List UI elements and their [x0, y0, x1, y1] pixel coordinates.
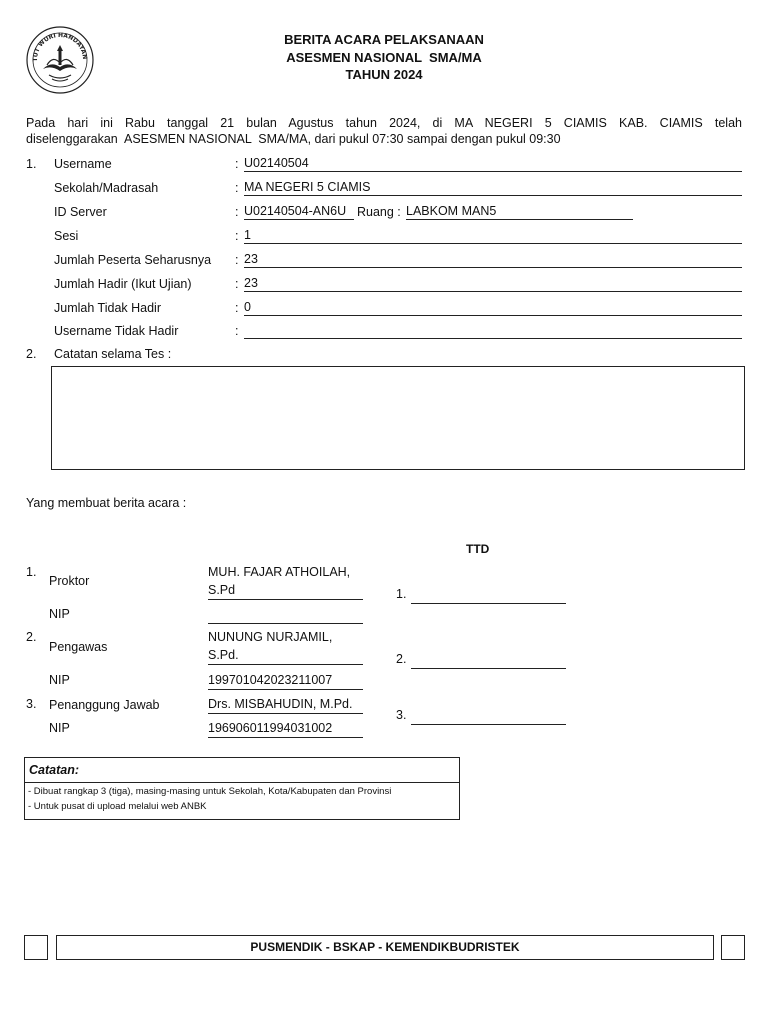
nip-underline	[208, 737, 363, 738]
logo-text: TUT WURI HANDAYAN	[31, 31, 89, 62]
field-label-school: Sekolah/Madrasah	[54, 181, 159, 195]
signature-row-number: 1.	[26, 565, 37, 579]
nip-label: NIP	[49, 673, 70, 687]
field-label-room: Ruang :	[357, 205, 401, 219]
nip-underline	[208, 689, 363, 690]
footer-label: PUSMENDIK - BSKAP - KEMENDIKBUDRISTEK	[56, 935, 714, 960]
ttd-number: 2.	[396, 652, 407, 666]
signature-name-line2: S.Pd.	[208, 648, 239, 662]
intro-paragraph	[26, 115, 742, 147]
catatan-box	[24, 757, 460, 820]
field-colon: :	[235, 277, 239, 291]
catatan-title: Catatan:	[29, 763, 80, 777]
ttd-heading: TTD	[466, 542, 490, 556]
section2-label: Catatan selama Tes :	[54, 347, 172, 361]
catatan-item: - Untuk pusat di upload melalui web ANBK	[28, 801, 207, 812]
catatan-item: - Dibuat rangkap 3 (tiga), masing-masing untuk Sekolah, Kota/Kabupaten dan Provinsi	[28, 786, 392, 797]
signature-row-number: 3.	[26, 697, 37, 711]
signature-name-line2: S.Pd	[208, 583, 236, 597]
signature-role-pengawas: Pengawas	[49, 640, 108, 654]
nip-label: NIP	[49, 607, 70, 621]
field-label-attended: Jumlah Hadir (Ikut Ujian)	[54, 277, 192, 291]
catatan-divider	[25, 782, 459, 783]
section2-number: 2.	[26, 347, 37, 361]
nip-value: 196906011994031002	[208, 721, 333, 735]
field-value-username: U02140504	[244, 156, 742, 172]
field-label-expected-participants: Jumlah Peserta Seharusnya	[54, 253, 212, 267]
section1-number: 1.	[26, 157, 37, 171]
document-title-line1: BERITA ACARA PELAKSANAAN	[284, 32, 484, 47]
signature-role-proktor: Proktor	[49, 574, 90, 588]
intro-line2: diselenggarakan ASESMEN NASIONAL SMA/MA, dari pukul 07:30 sampai dengan pukul 09:30	[26, 132, 561, 146]
document-title-line3: TAHUN 2024	[345, 67, 423, 82]
field-label-username: Username	[54, 157, 112, 171]
signature-name-line1: MUH. FAJAR ATHOILAH,	[208, 565, 351, 579]
field-value-room: LABKOM MAN5	[406, 204, 633, 220]
field-colon: :	[235, 229, 239, 243]
ttd-sign-line	[411, 603, 566, 604]
field-label-absent-usernames: Username Tidak Hadir	[54, 324, 179, 338]
field-label-id-server: ID Server	[54, 205, 107, 219]
intro-line1: Pada hari ini Rabu tanggal 21 bulan Agustus tahun 2024, di MA NEGERI 5 CIAMIS KAB. CIAMIS telah	[26, 116, 742, 130]
field-colon: :	[235, 157, 239, 171]
nip-underline	[208, 623, 363, 624]
field-label-absent: Jumlah Tidak Hadir	[54, 301, 161, 315]
field-colon: :	[235, 301, 239, 315]
field-value-session: 1	[244, 228, 742, 244]
ttd-sign-line	[411, 668, 566, 669]
field-label-session: Sesi	[54, 229, 79, 243]
footer-left-square	[24, 935, 48, 960]
ttd-sign-line	[411, 724, 566, 725]
footer-right-square	[721, 935, 745, 960]
field-colon: :	[235, 205, 239, 219]
document-title-line2: ASESMEN NASIONAL SMA/MA	[286, 50, 482, 65]
signature-role-penanggung-jawab: Penanggung Jawab	[49, 698, 160, 712]
signature-name-underline	[208, 713, 363, 714]
signature-row-number: 2.	[26, 630, 37, 644]
test-notes-box	[51, 366, 745, 470]
signature-name-underline	[208, 664, 363, 665]
field-colon: :	[235, 253, 239, 267]
signature-name-line1: NUNUNG NURJAMIL,	[208, 630, 333, 644]
field-colon: :	[235, 324, 239, 338]
field-value-attended: 23	[244, 276, 742, 292]
nip-label: NIP	[49, 721, 70, 735]
field-colon: :	[235, 181, 239, 195]
nip-value: 199701042023211007	[208, 673, 333, 687]
signature-name-underline	[208, 599, 363, 600]
field-value-id-server: U02140504-AN6U	[244, 204, 354, 220]
signature-name-line1: Drs. MISBAHUDIN, M.Pd.	[208, 697, 353, 711]
field-value-absent: 0	[244, 300, 742, 316]
field-value-expected-participants: 23	[244, 252, 742, 268]
field-value-school: MA NEGERI 5 CIAMIS	[244, 180, 742, 196]
field-value-absent-usernames	[244, 323, 742, 339]
ttd-number: 3.	[396, 708, 407, 722]
signatures-intro: Yang membuat berita acara :	[26, 496, 187, 510]
ttd-number: 1.	[396, 587, 407, 601]
